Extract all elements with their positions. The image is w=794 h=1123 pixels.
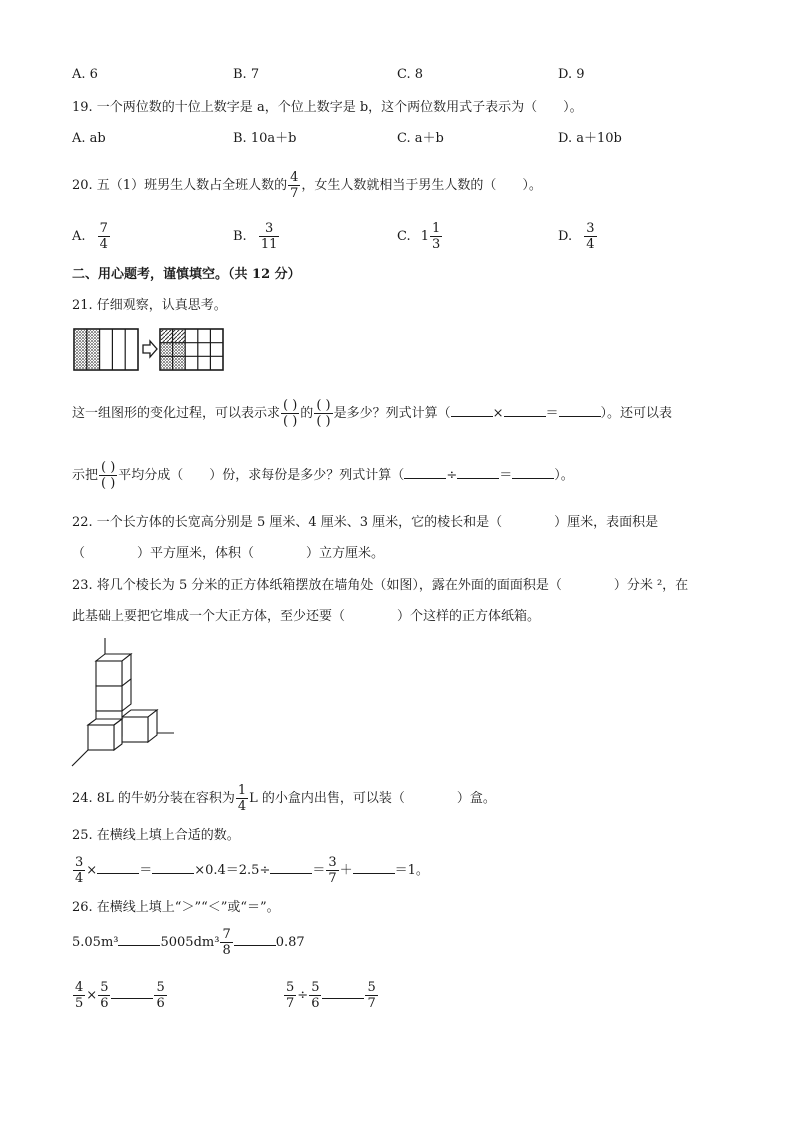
q18-option-a: A. 6 <box>72 67 98 82</box>
q19-option-a: A. ab <box>72 131 106 146</box>
q26-e1-right: 5005dm³ <box>160 935 220 950</box>
q26-row2-right <box>283 978 379 1014</box>
q25-blank-3[interactable] <box>270 861 312 874</box>
q19-option-b: B. 10a＋b <box>233 131 297 146</box>
q25-blank-4[interactable] <box>353 861 395 874</box>
q26-e4-a-num: 5 <box>286 980 295 995</box>
q25-end: ＝1。 <box>394 863 429 878</box>
q24-stem <box>72 781 496 817</box>
q25-blank-1[interactable] <box>97 861 139 874</box>
q20-stem-start: 20. 五（1）班男生人数占全班人数的 <box>72 178 288 193</box>
q25-expression <box>72 853 429 889</box>
q20-opt-d-den: 4 <box>586 237 595 252</box>
q26-blank-1[interactable] <box>118 933 160 946</box>
q21-blank-4[interactable] <box>404 466 446 479</box>
q21-blank-2[interactable] <box>504 404 546 417</box>
q26-e4-r-num: 5 <box>367 980 376 995</box>
q20-opt-c-label: C. <box>397 229 411 244</box>
q21-paren-den-1: ( ) <box>283 414 298 429</box>
q26-e3-r-num: 5 <box>156 980 165 995</box>
q21-paren-num-2: ( ) <box>316 398 331 413</box>
q26-e3-b-num: 5 <box>100 980 109 995</box>
q26-e2-right: 0.87 <box>275 935 305 950</box>
q20-opt-c-whole: 1 <box>420 229 430 244</box>
q20-stem-end: ，女生人数就相当于男生人数的（ ）。 <box>301 178 542 193</box>
q20-opt-a-num: 7 <box>99 221 108 236</box>
q23-line1: 23. 将几个棱长为 5 分米的正方体纸箱摆放在墙角处（如图），露在外面的面面积是（ ）分米 ²，在 <box>72 578 689 593</box>
q20-opt-a-label: A. <box>72 229 86 244</box>
q20-opt-a-den: 4 <box>99 237 108 252</box>
q25-f2-num: 3 <box>328 855 337 870</box>
q21-de: 的 <box>300 406 314 421</box>
q26-blank-2[interactable] <box>234 933 276 946</box>
q20-option-d <box>558 219 598 255</box>
q20-option-b <box>233 219 280 255</box>
q19-option-c: C. a＋b <box>397 131 444 146</box>
q21-blank-5[interactable] <box>457 466 499 479</box>
q24-frac-num: 1 <box>237 783 247 798</box>
q18-option-d: D. 9 <box>558 67 585 82</box>
q21-paren-num-1: ( ) <box>283 398 298 413</box>
q18-option-b: B. 7 <box>233 67 260 82</box>
q19-stem: 19. 一个两位数的十位上数字是 a，个位上数字是 b，这个两位数用式子表示为（ ）。 <box>72 100 583 115</box>
q21-line1-mid: 是多少？列式计算（ <box>333 406 451 421</box>
q20-opt-b-label: B. <box>233 229 247 244</box>
q24-stem-start: 24. 8L 的牛奶分装在容积为 <box>72 791 235 806</box>
q21-times: × <box>492 406 504 421</box>
q21-eq-2: ＝ <box>499 468 513 483</box>
q18-option-c: C. 8 <box>397 67 424 82</box>
q26-e3-a-num: 4 <box>75 980 84 995</box>
q21-blank-1[interactable] <box>451 404 493 417</box>
section2-title: 二、用心题考，谨慎填空。（共 12 分） <box>72 267 301 282</box>
q20-opt-b-den: 11 <box>260 237 278 252</box>
q24-stem-end: L 的小盒内出售，可以装（ ）盒。 <box>249 791 496 806</box>
q20-option-c <box>397 219 443 255</box>
q25-plus: ＋ <box>339 863 353 878</box>
q26-e2-num: 7 <box>222 927 231 942</box>
q26-blank-3[interactable] <box>111 986 153 999</box>
q20-stem <box>72 168 542 204</box>
q22-line1: 22. 一个长方体的长宽高分别是 5 厘米、4 厘米、3 厘米，它的棱长和是（ ）厘米，表面积是 <box>72 515 659 530</box>
q21-blank-6[interactable] <box>512 466 554 479</box>
q25-f1-den: 4 <box>75 871 84 886</box>
q21-line1-start: 这一组图形的变化过程，可以表示求 <box>72 406 281 421</box>
q26-row2-left <box>72 978 168 1014</box>
q21-div: ÷ <box>446 468 458 483</box>
q25-mid: ×0.4＝2.5÷ <box>194 863 271 878</box>
q21-stem: 21. 仔细观察，认真思考。 <box>72 298 227 313</box>
q20-opt-d-label: D. <box>558 229 573 244</box>
q26-stem: 26. 在横线上填上“＞”“＜”或“＝”。 <box>72 900 280 915</box>
q26-row1 <box>72 925 305 961</box>
q20-opt-d-num: 3 <box>586 221 595 236</box>
q21-line2-start: 示把 <box>72 468 99 483</box>
q26-e3-b-den: 6 <box>100 996 109 1011</box>
q25-eq-2: ＝ <box>312 863 326 878</box>
q21-line2-end: ）。 <box>554 468 574 483</box>
q20-opt-b-num: 3 <box>259 221 280 237</box>
q20-option-a <box>72 219 111 255</box>
q21-blank-3[interactable] <box>559 404 601 417</box>
q25-f1-num: 3 <box>75 855 84 870</box>
q25-times: × <box>86 863 98 878</box>
q26-blank-4[interactable] <box>322 986 364 999</box>
q26-e3-r-den: 6 <box>156 996 165 1011</box>
q26-e3-op: × <box>86 988 98 1003</box>
q23-cube-figure <box>70 638 180 770</box>
q26-e4-a-den: 7 <box>286 996 295 1011</box>
q23-line2: 此基础上要把它堆成一个大正方体，至少还要（ ）个这样的正方体纸箱。 <box>72 609 541 624</box>
q21-figure <box>73 328 225 374</box>
q21-line1-end: ）。还可以表 <box>600 406 673 421</box>
q26-e2-den: 8 <box>222 943 231 958</box>
q26-e4-r-den: 7 <box>367 996 376 1011</box>
q20-opt-c-den: 3 <box>432 237 441 252</box>
q25-blank-2[interactable] <box>152 861 194 874</box>
q21-eq: ＝ <box>545 406 559 421</box>
q25-stem: 25. 在横线上填上合适的数。 <box>72 828 240 843</box>
q21-paren-den-3: ( ) <box>101 476 116 491</box>
q26-e4-b-num: 5 <box>311 980 320 995</box>
q26-e3-a-den: 5 <box>75 996 84 1011</box>
q26-e4-b-den: 6 <box>311 996 320 1011</box>
q21-line2 <box>72 458 574 494</box>
q25-f2-den: 7 <box>328 871 337 886</box>
q21-line1 <box>72 396 672 432</box>
q20-opt-c-num: 1 <box>432 221 441 236</box>
q21-line2-mid: 平均分成（ ）份，求每份是多少？列式计算（ <box>118 468 405 483</box>
q19-option-d: D. a＋10b <box>558 131 622 146</box>
q20-frac-den: 7 <box>290 186 299 201</box>
q26-e1-left: 5.05m³ <box>72 935 119 950</box>
q26-e4-op: ÷ <box>297 988 309 1003</box>
q21-paren-den-2: ( ) <box>316 414 331 429</box>
q25-eq-1: ＝ <box>139 863 153 878</box>
q22-line2: （ ）平方厘米，体积（ ）立方厘米。 <box>72 546 385 561</box>
q21-paren-num-3: ( ) <box>101 460 116 475</box>
q20-frac-num: 4 <box>290 170 299 185</box>
q24-frac-den: 4 <box>237 799 247 814</box>
q20-fraction <box>288 170 300 201</box>
